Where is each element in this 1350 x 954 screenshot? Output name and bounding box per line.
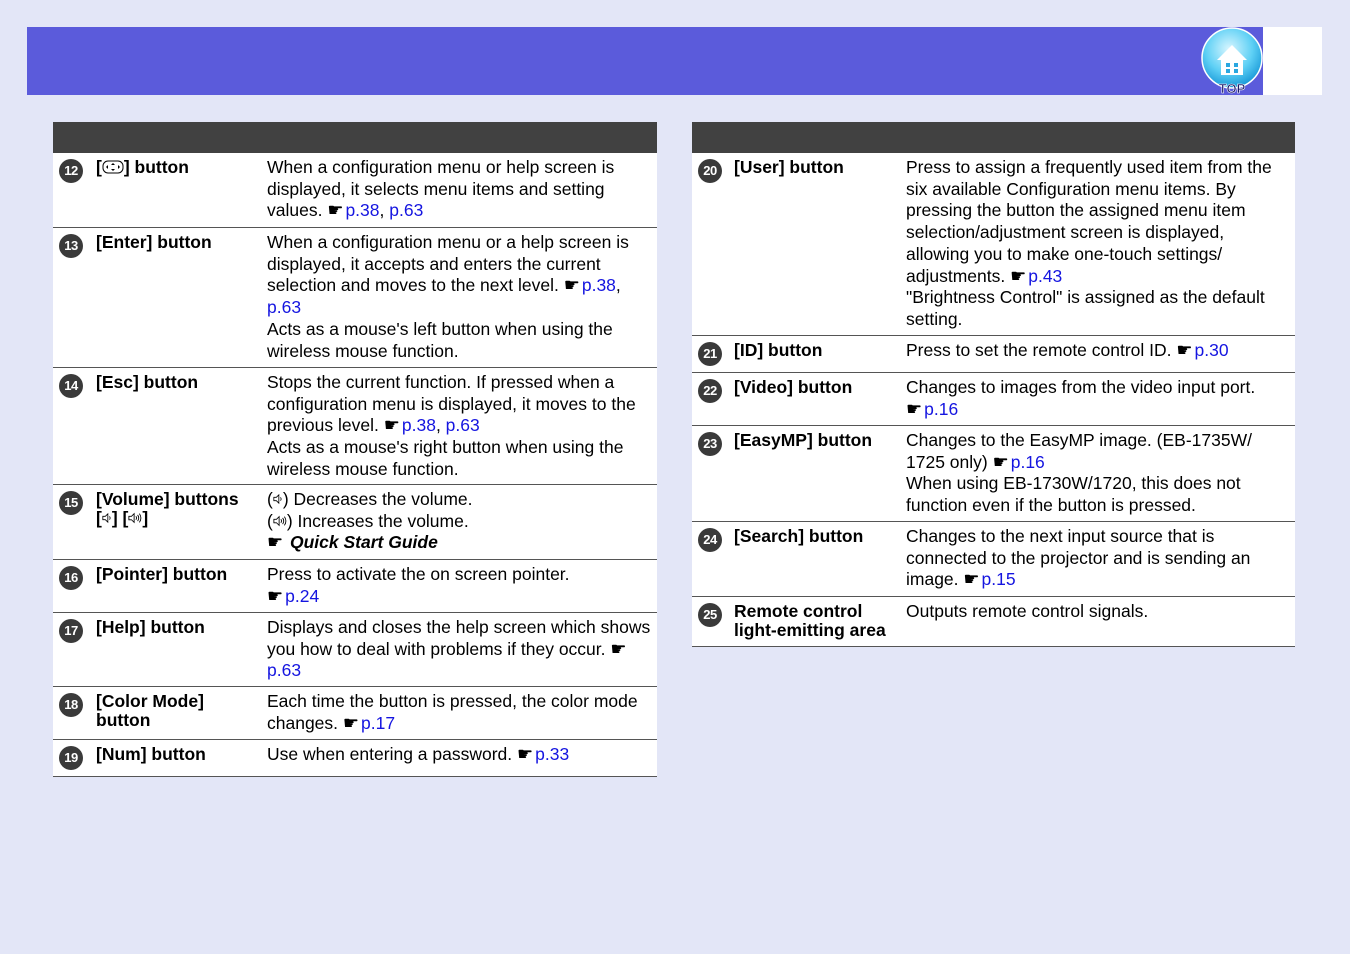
button-name: [Search] button xyxy=(734,526,864,546)
navigation-pad-icon xyxy=(102,159,124,175)
table-row xyxy=(692,425,1295,521)
page-link[interactable]: p.15 xyxy=(981,569,1016,590)
item-number-badge: 23 xyxy=(698,432,722,456)
button-name: [Volume] buttons [ ] [ ] xyxy=(96,489,239,528)
button-description: Changes to images from the video input port. ☛ p.16 xyxy=(906,377,1256,419)
pointing-hand-icon: ☛ xyxy=(963,569,980,590)
item-number-badge: 14 xyxy=(59,374,83,398)
item-number-badge: 12 xyxy=(59,159,83,183)
item-number-badge: 13 xyxy=(59,234,83,258)
table-row xyxy=(53,484,657,559)
table-row xyxy=(53,612,657,686)
table-row xyxy=(692,372,1295,425)
button-name: [User] button xyxy=(734,157,844,177)
button-description: Press to set the remote control ID. ☛ p.30 xyxy=(906,340,1229,360)
guide-reference: Quick Start Guide xyxy=(285,532,438,553)
volume-up-icon xyxy=(273,513,287,529)
pointing-hand-icon: ☛ xyxy=(267,532,284,553)
page-link[interactable]: p.63 xyxy=(445,415,480,436)
pointing-hand-icon: ☛ xyxy=(906,398,923,419)
button-description: Each time the button is pressed, the color mode changes. ☛ p.17 xyxy=(267,691,638,733)
button-description: Changes to the next input source that is connected to the projector and is sending an image. ☛ p.15 xyxy=(906,526,1251,590)
pointing-hand-icon: ☛ xyxy=(1176,340,1193,360)
page-link[interactable]: p.63 xyxy=(267,297,302,318)
button-description: Displays and closes the help screen which shows you how to deal with problems if they occur. ☛p.63 xyxy=(267,617,651,681)
pointing-hand-icon: ☛ xyxy=(1010,265,1027,286)
button-name: Remote control light-emitting area xyxy=(734,601,886,640)
button-name: [Pointer] button xyxy=(96,564,228,584)
button-description: When a configuration menu or help screen is displayed, it selects menu items and setting values. ☛ p.38, p.63 xyxy=(267,157,615,221)
header-band xyxy=(27,27,1263,95)
button-description: Press to assign a frequently used item from the six available Configuration menu items. By pressing the button the assigned menu item selection/adjustment screen is displayed, allowing you to make one-touch settings/ adjustments. ☛ p.43 "Brightness Control" is assigned as the default setting. xyxy=(906,157,1272,329)
pointing-hand-icon: ☛ xyxy=(383,415,400,436)
table-row xyxy=(692,335,1295,372)
top-button[interactable] xyxy=(1200,27,1264,95)
table-row xyxy=(692,521,1295,596)
table-row xyxy=(53,227,657,367)
button-description: Use when entering a password. ☛ p.33 xyxy=(267,744,570,764)
left-table xyxy=(53,122,657,777)
button-name: [Num] button xyxy=(96,744,206,764)
pointing-hand-icon: ☛ xyxy=(327,200,344,221)
page-link[interactable]: p.30 xyxy=(1194,340,1229,360)
item-number-badge: 15 xyxy=(59,491,83,515)
button-name: [EasyMP] button xyxy=(734,430,873,450)
page-link[interactable]: p.38 xyxy=(401,415,436,436)
button-description: Press to activate the on screen pointer. ☛ p.24 xyxy=(267,564,570,606)
page-link[interactable]: p.63 xyxy=(389,200,424,221)
button-description: Outputs remote control signals. xyxy=(906,601,1149,621)
page-link[interactable]: p.43 xyxy=(1028,265,1063,286)
page-link[interactable]: p.38 xyxy=(345,200,380,221)
button-name: [Enter] button xyxy=(96,232,212,252)
item-number-badge: 22 xyxy=(698,379,722,403)
table-body xyxy=(53,153,657,776)
table-row xyxy=(53,686,657,739)
top-house-icon xyxy=(1200,27,1264,95)
item-number-badge: 18 xyxy=(59,693,83,717)
button-name: [Color Mode] button xyxy=(96,691,204,730)
volume-down-icon xyxy=(102,510,112,526)
item-number-badge: 17 xyxy=(59,619,83,643)
right-table xyxy=(692,122,1295,647)
button-name: [ ] button xyxy=(96,157,189,177)
pointing-hand-icon: ☛ xyxy=(267,585,284,606)
page-link[interactable]: p.16 xyxy=(1010,451,1045,472)
page-link[interactable]: p.33 xyxy=(535,744,570,764)
pointing-hand-icon: ☛ xyxy=(610,638,627,659)
page-link[interactable]: p.38 xyxy=(581,275,616,296)
item-number-badge: 24 xyxy=(698,528,722,552)
table-row xyxy=(692,596,1295,646)
page-link[interactable]: p.63 xyxy=(267,660,302,681)
item-number-badge: 19 xyxy=(59,746,83,770)
table-header xyxy=(692,122,1295,153)
pointing-hand-icon: ☛ xyxy=(342,712,360,733)
page-link[interactable]: p.17 xyxy=(361,712,396,733)
pointing-hand-icon: ☛ xyxy=(992,451,1009,472)
table-row xyxy=(53,559,657,612)
table-row xyxy=(692,153,1295,335)
page-link[interactable]: p.16 xyxy=(924,398,959,419)
pointing-hand-icon: ☛ xyxy=(563,275,580,296)
button-name: [Video] button xyxy=(734,377,853,397)
table-body xyxy=(692,153,1295,646)
button-description: Stops the current function. If pressed when a configuration menu is displayed, it moves to the previous level. ☛ p.38, p.63 Acts as a mouse's right button when using the wireless mouse function. xyxy=(267,372,636,479)
pointing-hand-icon: ☛ xyxy=(517,744,534,764)
volume-up-icon xyxy=(128,510,142,526)
item-number-badge: 16 xyxy=(59,566,83,590)
button-name: [Esc] button xyxy=(96,372,199,392)
page-link[interactable]: p.24 xyxy=(285,585,320,606)
button-description: ( ) Decreases the volume. ( ) Increases the volume. ☛ Quick Start Guide xyxy=(267,489,473,553)
button-name: [Help] button xyxy=(96,617,205,637)
table-header xyxy=(53,122,657,153)
button-description: When a configuration menu or a help screen is displayed, it accepts and enters the current selection and moves to the next level. ☛ p.38, p.63 Acts as a mouse's left button when using the wireless mouse function. xyxy=(267,232,629,361)
item-number-badge: 20 xyxy=(698,159,722,183)
table-row xyxy=(53,367,657,484)
table-row xyxy=(53,153,657,227)
item-number-badge: 25 xyxy=(698,603,722,627)
table-row xyxy=(53,739,657,776)
button-name: [ID] button xyxy=(734,340,823,360)
button-description: Changes to the EasyMP image. (EB-1735W/ 1725 only) ☛ p.16 When using EB-1730W/1720, this does not function even if the button is pressed. xyxy=(906,430,1252,516)
top-label: TOP xyxy=(1218,81,1246,95)
header-right-panel xyxy=(1263,27,1322,95)
volume-down-icon xyxy=(273,491,283,507)
item-number-badge: 21 xyxy=(698,342,722,366)
